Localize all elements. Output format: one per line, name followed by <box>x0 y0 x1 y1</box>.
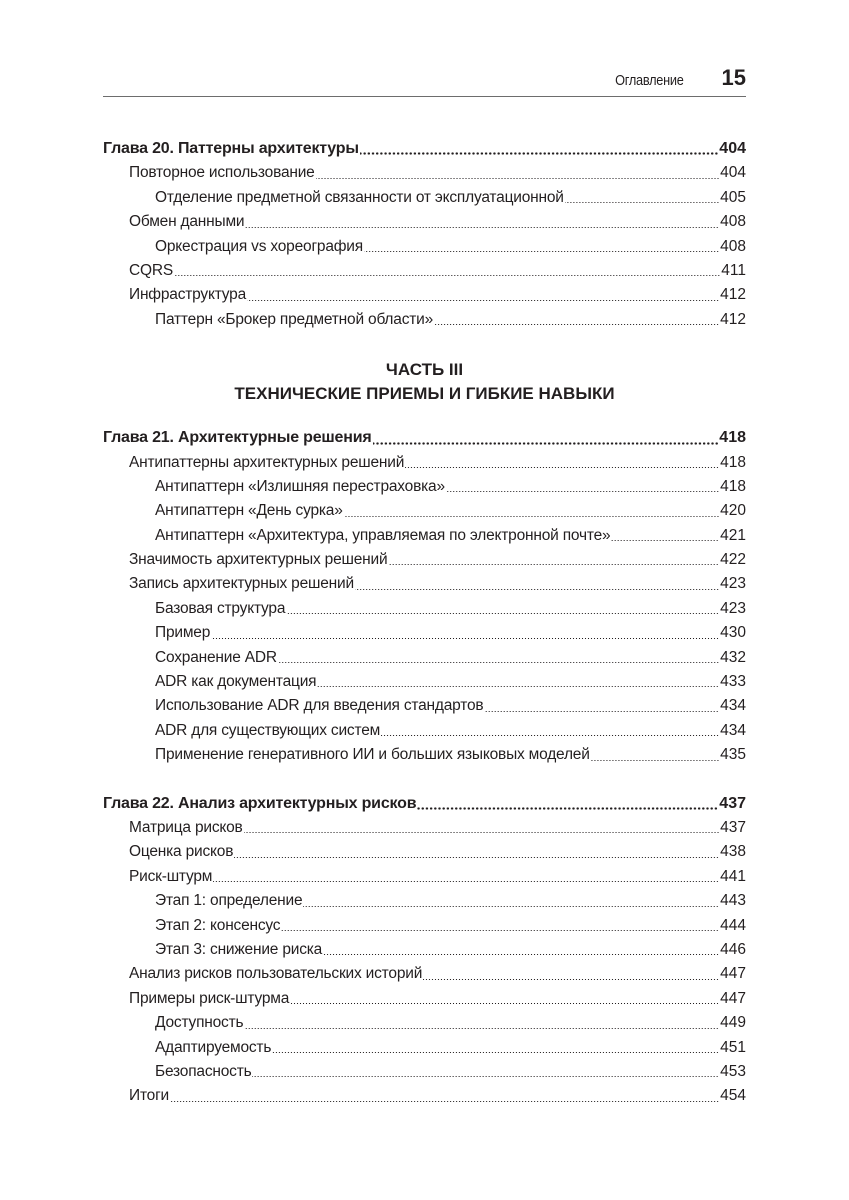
running-header-title: Оглавление <box>615 72 684 89</box>
toc-entry-page: 446 <box>720 940 746 958</box>
toc-entry-page: 454 <box>720 1087 746 1105</box>
toc-entry-page: 430 <box>720 624 746 642</box>
toc-entry-title: Антипаттерны архитектурных решений <box>129 453 405 471</box>
toc-entry[interactable] <box>103 987 746 1011</box>
toc-entry[interactable] <box>103 1011 746 1035</box>
dot-leader <box>303 906 719 907</box>
toc-entry-page: 421 <box>720 526 746 544</box>
toc-entry-page: 404 <box>719 140 746 157</box>
dot-leader <box>381 735 719 736</box>
toc-entry-page: 437 <box>719 794 746 812</box>
toc-entry-page: 449 <box>720 1014 746 1032</box>
toc-entry-page: 404 <box>720 164 746 182</box>
toc-entry[interactable] <box>103 719 746 743</box>
dot-leader <box>364 251 719 252</box>
toc-entry-page: 423 <box>720 575 746 593</box>
toc-entry[interactable] <box>103 938 746 962</box>
toc-entry-page: 423 <box>720 599 746 617</box>
toc-entry[interactable] <box>103 499 746 523</box>
toc-entry-title: Риск-штурм <box>129 867 213 885</box>
toc-entry[interactable] <box>103 621 746 645</box>
toc-entry-title: Глава 22. Анализ архитектурных рисков <box>103 794 417 812</box>
toc-entry-title: Матрица рисков <box>129 818 243 836</box>
toc-entry-page: 444 <box>720 916 746 934</box>
toc-entry-title: Антипаттерн «День сурка» <box>155 502 343 520</box>
toc-entry[interactable] <box>103 259 746 283</box>
toc-entry-title: Адаптируемость <box>155 1038 272 1056</box>
toc-entry-title: Применение генеративного ИИ и больших языковых моделей <box>155 746 590 764</box>
dot-leader <box>211 638 719 639</box>
toc-entry[interactable] <box>103 524 746 548</box>
toc-entry[interactable] <box>103 1084 746 1108</box>
part-title: ТЕХНИЧЕСКИЕ ПРИЕМЫ И ГИБКИЕ НАВЫКИ <box>234 384 615 404</box>
toc-entry[interactable] <box>103 962 746 986</box>
dot-leader <box>611 540 719 541</box>
dot-leader <box>174 275 720 276</box>
toc-entry-title: Значимость архитектурных решений <box>129 551 388 569</box>
toc-entry-page: 453 <box>720 1062 746 1080</box>
toc-entry-title: Повторное использование <box>129 164 315 182</box>
toc-entry-page: 422 <box>720 551 746 569</box>
toc-entry-title: CQRS <box>129 261 173 279</box>
dot-leader <box>252 1076 719 1077</box>
toc-entry-title: Этап 1: определение <box>155 892 303 910</box>
toc-entry-page: 412 <box>720 286 746 304</box>
dot-leader <box>286 613 719 614</box>
dot-leader <box>170 1101 719 1102</box>
dot-leader <box>247 300 719 301</box>
toc-entry-title: Оркестрация vs хореография <box>155 237 363 255</box>
toc-entry[interactable] <box>103 283 746 307</box>
toc-entry-page: 412 <box>720 310 746 328</box>
dot-leader <box>316 178 720 179</box>
toc-entry[interactable] <box>103 572 746 596</box>
dot-leader <box>405 467 719 468</box>
toc-entry-title: Базовая структура <box>155 599 286 617</box>
toc-entry[interactable] <box>103 743 746 767</box>
toc-entry-page: 418 <box>720 477 746 495</box>
toc-entry[interactable] <box>103 235 746 259</box>
toc-entry[interactable] <box>103 548 746 572</box>
toc-entry[interactable] <box>103 308 746 332</box>
toc-entry-title: Использование ADR для введения стандартов <box>155 697 484 715</box>
toc-entry-title: Пример <box>155 624 211 642</box>
toc-entry-page: 437 <box>720 818 746 836</box>
dot-leader <box>244 832 720 833</box>
toc-entry[interactable] <box>103 451 746 475</box>
toc-entry-title: Примеры риск-штурма <box>129 989 290 1007</box>
dot-leader <box>344 516 719 517</box>
part-heading <box>103 358 746 406</box>
dot-leader <box>278 662 719 663</box>
dot-leader <box>565 202 719 203</box>
toc-entry-page: 408 <box>720 237 746 255</box>
toc-entry[interactable] <box>103 670 746 694</box>
toc-entry-page: 447 <box>720 965 746 983</box>
toc-entry-title: Антипаттерн «Излишняя перестраховка» <box>155 477 445 495</box>
toc-entry[interactable] <box>103 694 746 718</box>
toc-entry[interactable] <box>103 889 746 913</box>
toc-entry-title: Глава 21. Архитектурные решения <box>103 429 372 447</box>
toc-entry-title: Глава 20. Паттерны архитектуры <box>103 140 359 157</box>
toc-entry-title: Этап 2: консенсус <box>155 916 281 934</box>
dot-leader <box>281 930 719 931</box>
toc-entry-page: 434 <box>720 697 746 715</box>
toc-entry-page: 408 <box>720 213 746 231</box>
toc-entry-page: 441 <box>720 867 746 885</box>
toc-entry-title: Антипаттерн «Архитектура, управляемая по электронной почте» <box>155 526 611 544</box>
toc-entry-page: 435 <box>720 746 746 764</box>
dot-leader <box>417 807 718 810</box>
toc-entry-title: ADR для существующих систем <box>155 721 381 739</box>
table-of-contents <box>103 137 746 1109</box>
dot-leader <box>213 881 719 882</box>
toc-entry-page: 447 <box>720 989 746 1007</box>
dot-leader <box>591 760 719 761</box>
toc-entry-page: 433 <box>720 673 746 691</box>
toc-entry-title: Этап 3: снижение риска <box>155 940 323 958</box>
toc-entry-page: 405 <box>720 188 746 206</box>
part-number: ЧАСТЬ III <box>385 360 464 380</box>
toc-entry-title: Анализ рисков пользовательских историй <box>129 965 423 983</box>
toc-entry-page: 443 <box>720 892 746 910</box>
toc-entry[interactable] <box>103 1036 746 1060</box>
toc-entry-page: 438 <box>720 843 746 861</box>
toc-entry-title: Обмен данными <box>129 213 245 231</box>
dot-leader <box>355 589 719 590</box>
dot-leader <box>360 152 718 155</box>
toc-entry-title: Безопасность <box>155 1062 252 1080</box>
toc-entry-page: 420 <box>720 502 746 520</box>
toc-entry-title: Доступность <box>155 1014 244 1032</box>
toc-entry-title: Итоги <box>129 1087 169 1105</box>
page-number: 15 <box>721 65 746 90</box>
dot-leader <box>317 686 719 687</box>
dot-leader <box>388 564 719 565</box>
toc-entry-title: Запись архитектурных решений <box>129 575 354 593</box>
toc-entry-page: 432 <box>720 648 746 666</box>
dot-leader <box>434 324 719 325</box>
toc-entry-title: Оценка рисков <box>129 843 234 861</box>
toc-entry-title: Сохранение ADR <box>155 648 277 666</box>
section-gap <box>103 768 746 792</box>
toc-chapter-20[interactable] <box>103 137 746 161</box>
dot-leader <box>484 711 719 712</box>
toc-entry[interactable] <box>103 646 746 670</box>
toc-entry-title: Паттерн «Брокер предметной области» <box>155 310 434 328</box>
toc-entry[interactable] <box>103 210 746 234</box>
toc-entry[interactable] <box>103 865 746 889</box>
toc-entry[interactable] <box>103 597 746 621</box>
toc-chapter-22[interactable] <box>103 792 746 816</box>
toc-entry[interactable] <box>103 186 746 210</box>
toc-entry[interactable] <box>103 816 746 840</box>
dot-leader <box>244 1028 719 1029</box>
toc-entry-page: 418 <box>719 429 746 447</box>
toc-entry[interactable] <box>103 840 746 864</box>
toc-entry[interactable] <box>103 1060 746 1084</box>
dot-leader <box>272 1052 719 1053</box>
toc-entry-page: 434 <box>720 721 746 739</box>
dot-leader <box>373 442 719 445</box>
dot-leader <box>290 1003 719 1004</box>
dot-leader <box>323 954 719 955</box>
toc-entry[interactable] <box>103 161 746 185</box>
toc-entry[interactable] <box>103 475 746 499</box>
dot-leader <box>423 979 719 980</box>
toc-entry[interactable] <box>103 914 746 938</box>
toc-entry-title: Инфраструктура <box>129 286 246 304</box>
toc-entry-page: 418 <box>720 453 746 471</box>
toc-entry-title: Отделение предметной связанности от эксплуатационной <box>155 188 564 206</box>
toc-entry-title: ADR как документация <box>155 673 317 691</box>
toc-chapter-21[interactable] <box>103 426 746 450</box>
dot-leader <box>234 857 719 858</box>
dot-leader <box>446 491 719 492</box>
toc-entry-page: 411 <box>721 261 746 279</box>
section-gap <box>103 332 746 356</box>
dot-leader <box>245 227 719 228</box>
toc-entry-page: 451 <box>720 1038 746 1056</box>
running-header <box>103 62 746 97</box>
